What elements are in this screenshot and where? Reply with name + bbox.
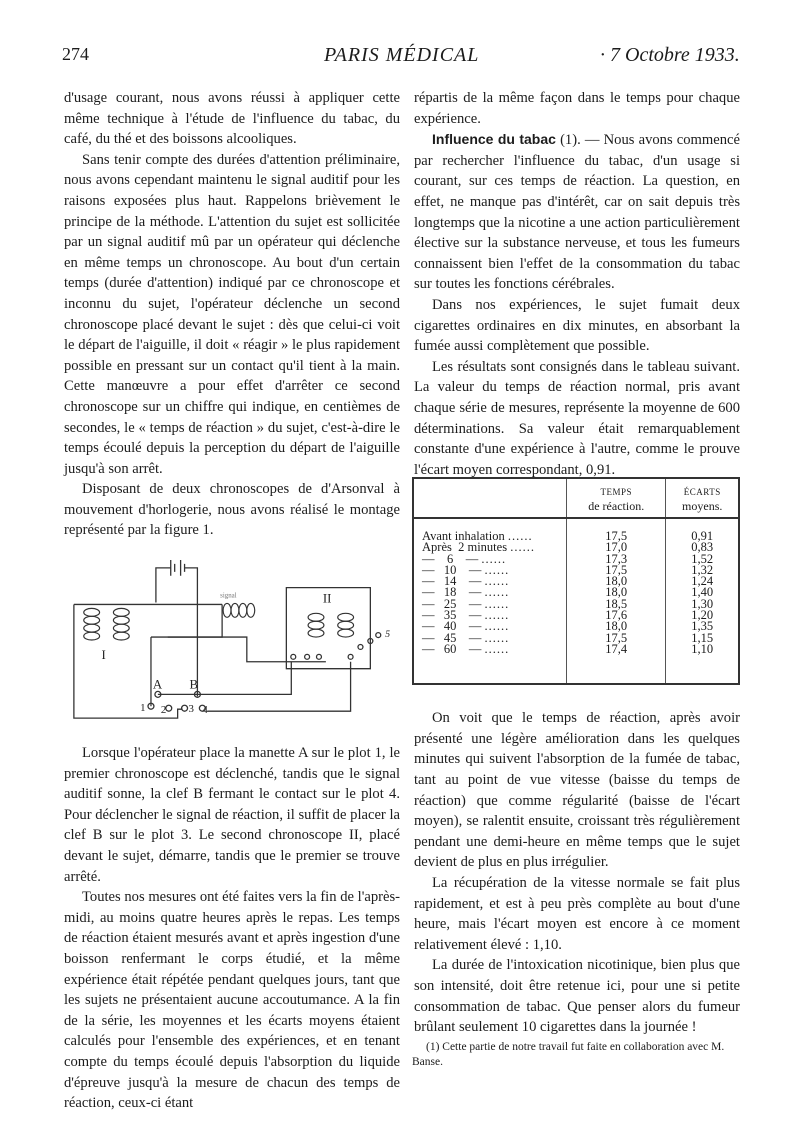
- ecart-value: 1,32: [666, 565, 739, 576]
- row-label: — 35 — ......: [422, 608, 510, 623]
- paragraph: d'usage courant, nous avons réussi à appliquer cette même technique à l'étude de l'influence du tabac, du café, du thé et des boissons alcooliques.: [64, 90, 400, 148]
- paragraph-text: (1). — Nous avons commencé par rechercher l'influence du tabac, d'un usage si courant, sur ces temps de réaction. La question, en effet, ne manque pas d'intérêt, car on sait depuis très longtemps que la nicotine a une action particulièrement élective sur la substance nerveuse, et tous les fumeurs connaissent bien l'effet de la consommation du tabac sur toutes les fonctions cérébrales.: [414, 132, 740, 293]
- plot-2: 2: [160, 704, 167, 717]
- ecart-value: 1,30: [666, 599, 739, 610]
- temps-value: 17,5: [567, 633, 666, 644]
- table-row: [413, 644, 739, 655]
- temps-value: 17,6: [567, 610, 666, 621]
- row-label: — 18 — ......: [422, 585, 510, 600]
- temps-value: 17,3: [567, 554, 666, 565]
- row-label: — 14 — ......: [422, 574, 510, 589]
- row-label: — 45 — ......: [422, 630, 510, 645]
- row-label: — 40 — ......: [422, 619, 510, 634]
- row-label: Avant inhalation ......: [422, 529, 533, 543]
- row-label: Après 2 minutes ......: [422, 540, 535, 555]
- temps-value: 18,0: [567, 621, 666, 632]
- plot-5: 5: [385, 629, 391, 641]
- paragraph: La récupération de la vitesse normale se fait plus rapidement, et est à peu près complète au bout d'une heure, mais l'écart moyen est encore à ce moment relativement élevé : 1,10.: [414, 875, 740, 953]
- row-label: — 10 — ......: [422, 562, 510, 577]
- temps-value: 18,0: [567, 587, 666, 598]
- coil-II: [308, 613, 353, 637]
- paragraph: répartis de la même façon dans le temps pour chaque expérience.: [414, 90, 740, 127]
- journal-title: PARIS MÉDICAL: [324, 44, 480, 66]
- section-heading: Influence du tabac: [432, 131, 556, 148]
- table-header-ecarts: ÉCARTS moyens.: [666, 478, 739, 518]
- ecart-value: 1,10: [666, 644, 739, 655]
- results-table: [412, 477, 740, 685]
- paragraph: On voit que le temps de réaction, après avoir présenté une légère amélioration dans les quelques minutes qui suivent l'absorption de la fumée de tabac, tant au point de vue vitesse (baisse du temps de réaction) que comme régularité (baisse de l'écart moyen), se ralentit ensuite, croissant très régulièrement pendant une demi-heure en même temps que le sujet devient de plus en plus irrégulier.: [414, 710, 740, 871]
- table-header-blank: [413, 478, 567, 518]
- row-label: — 60 — ......: [422, 641, 510, 656]
- ecart-value: 1,24: [666, 576, 739, 587]
- paragraph: Sans tenir compte des durées d'attention préliminaire, nous avons cependant maintenu le signal auditif pour les raisons exposées plus haut. Rappelons brièvement le principe de la méthode. L'attention du sujet est sollicitée par un signal auditif mû par un opérateur qui déclenche en même temps un chronoscope. Au bout d'un certain temps (durée d'attention) indiqué par ce chronoscope et inconnu du sujet, l'opérateur déclenche un second chronoscope placé devant le sujet : dès que celui-ci voit le départ de l'aiguille, il doit « réagir » le plus rapidement possible en pressant sur un contact qu'il tient à la main. Cette manœuvre a pour effet d'arrêter ce second chronoscope sur un chiffre qui indique, en centièmes de secondes, le « temps de réaction » du sujet, c'est-à-dire le temps écoulé depuis la perception du départ de l'aiguille jusqu'à son arrêt.: [64, 151, 400, 477]
- temps-value: 18,5: [567, 599, 666, 610]
- ecart-value: 1,52: [666, 554, 739, 565]
- paragraph: Toutes nos mesures ont été faites vers la fin de l'après-midi, au moins quatre heures après le repas. Les temps de réaction étaient mesurés avant et après ingestion d'une boisson renfermant le corps étudié, et la même expérience était répétée pendant quelques jours, tant que les sujets ne présentaient aucune accoutumance. A la fin de la série, les moyennes et les écarts moyens étaient calculés pour l'ensemble des expériences, et en tenant compte du temps écoulé depuis l'absorption du liquide d'épreuve jusqu'à la mesure de chacun des temps de réaction, ceux-ci étant: [64, 889, 400, 1112]
- table-row: [413, 518, 739, 542]
- ecart-value: 1,15: [666, 633, 739, 644]
- ecart-value: 1,20: [666, 610, 739, 621]
- ecart-value: 0,83: [666, 542, 739, 553]
- ecart-value: 1,40: [666, 587, 739, 598]
- paragraph: Disposant de deux chronoscopes de d'Arsonval à mouvement d'horlogerie, nous avons réalisé le montage représenté par la figure 1.: [64, 481, 400, 539]
- paragraph: Les résultats sont consignés dans le tableau suivant. La valeur du temps de réaction normal, pris avant chaque série de mesures, représente la moyenne de 600 déterminations. Sa valeur était remarquablement constante d'une expérience à l'autre, comme le prouve l'écart moyen correspondant, 0,91.: [414, 358, 740, 478]
- coil-I-left: [84, 608, 100, 640]
- label-A: A: [152, 677, 163, 692]
- temps-value: 17,0: [567, 542, 666, 553]
- circuit-figure: [64, 547, 400, 737]
- paragraph: Dans nos expériences, le sujet fumait deux cigarettes ordinaires en dix minutes, en absorbant la fumée aussi complètement que possible.: [414, 296, 740, 355]
- temps-value: 17,5: [567, 565, 666, 576]
- plot-4: 4: [202, 704, 208, 717]
- page-number: 274: [62, 44, 89, 64]
- plot-3: 3: [188, 703, 194, 716]
- ecart-value: 1,35: [666, 621, 739, 632]
- table-header-temps: TEMPS de réaction.: [567, 478, 666, 518]
- paragraph: [414, 129, 740, 295]
- plot-1: 1: [140, 702, 146, 715]
- temps-value: 17,4: [567, 644, 666, 655]
- left-column: [64, 88, 400, 1114]
- paragraph: La durée de l'intoxication nicotinique, bien plus que son intensité, doit être retenue ici, pour une si petite consommation de tabac. Que penser alors du fumeur brûlant seulement 10 cigarettes dans la journée !: [414, 957, 740, 1036]
- label-chronoscope-II: II: [322, 591, 332, 606]
- row-label: — 25 — ......: [422, 596, 510, 611]
- label-B: B: [189, 677, 199, 692]
- footnote: (1) Cette partie de notre travail fut faite en collaboration avec M. Banse.: [412, 1041, 725, 1068]
- row-label: — 6 — ......: [422, 551, 507, 566]
- temps-value: 17,5: [567, 518, 666, 542]
- label-signal: signal: [220, 592, 237, 600]
- paragraph: Lorsque l'opérateur place la manette A sur le plot 1, le premier chronoscope est déclenché, tandis que le signal auditif sonne, la clef B fermant le contact sur le plot 4. Pour déclencher le signal de réaction, il suffit de placer la clef B sur le plot 3. Le second chronoscope II, placé devant le sujet, démarre, tandis que le premier se trouve arrêté.: [64, 745, 400, 885]
- coil-I-right: [113, 608, 129, 640]
- issue-date: · 7 Octobre 1933.: [600, 44, 740, 66]
- label-chronoscope-I: I: [101, 647, 106, 662]
- table-filler: [413, 655, 739, 684]
- ecart-value: 0,91: [666, 518, 739, 542]
- temps-value: 18,0: [567, 576, 666, 587]
- coil-signal: [223, 604, 255, 618]
